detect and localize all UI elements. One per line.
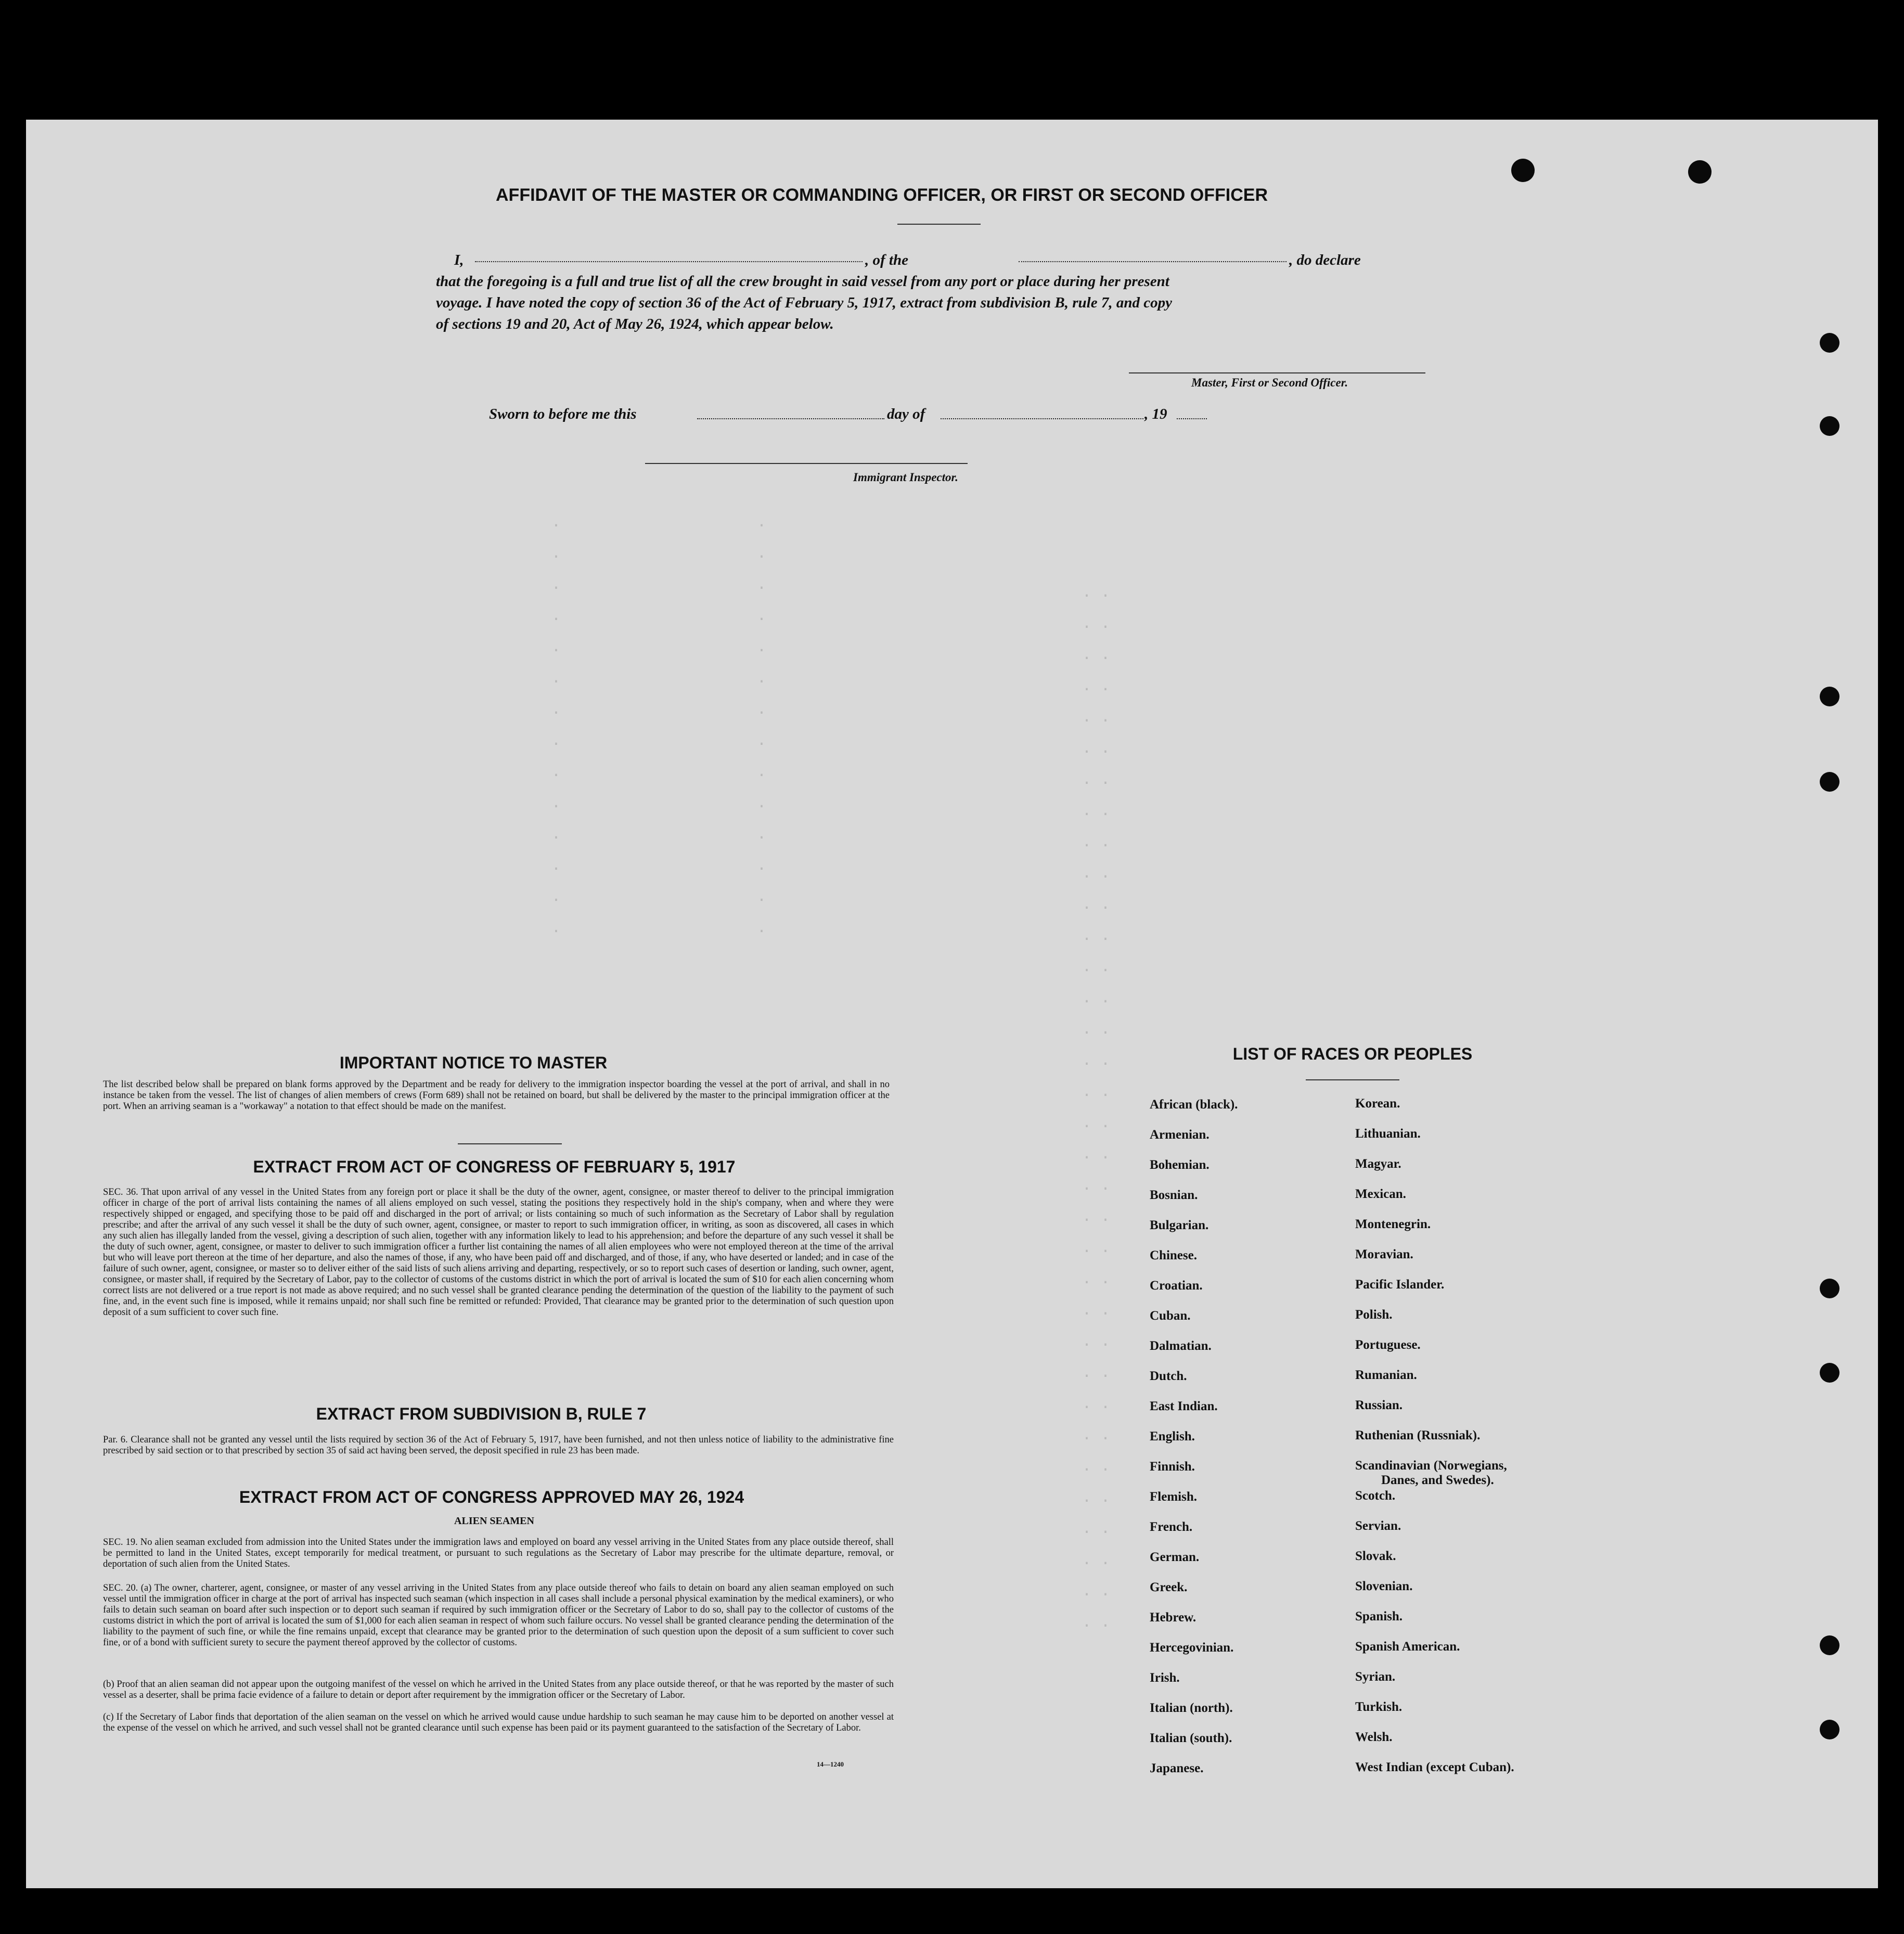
- race-item: Bulgarian.: [1150, 1218, 1209, 1232]
- race-item: Slovenian.: [1355, 1579, 1413, 1593]
- race-item: Polish.: [1355, 1308, 1393, 1322]
- race-item: Japanese.: [1150, 1761, 1204, 1775]
- race-item: East Indian.: [1150, 1399, 1218, 1413]
- punch-hole: [1820, 1363, 1839, 1383]
- punch-hole: [1820, 1720, 1839, 1739]
- act1924-sec19: SEC. 19. No alien seaman excluded from admission into the United States under the immigration laws and employed on board any vessel arriving in the United States from any place outside thereof, shall be permitted to land in the United States, except temporarily for medical treatment, or pursuant to such regulations as the Secretary of Labor may prescribe for the ultimate departure, removal, or deportation of such alien from the United States.: [103, 1537, 894, 1569]
- affidavit-of-the: , of the: [865, 252, 908, 268]
- punch-hole: [1820, 1635, 1839, 1655]
- race-item: Hercegovinian.: [1150, 1641, 1234, 1655]
- punch-hole: [1820, 416, 1839, 436]
- act1924-sec20a: SEC. 20. (a) The owner, charterer, agent, consignee, or master of any vessel arriving in the United States from any place outside thereof who fails to detain on board any alien seaman employed on such vessel until the immigration officer in charge at the port of arrival has inspected such seaman (which inspection in all cases shall include a personal physical examination by the medical examiners), or who fails to detain such seaman on board after such inspection or to deport such seaman if required by such immigration officer or the Secretary of Labor to do so, shall pay to the collector of customs of the customs district in which the port of arrival is located the sum of $1,000 for each alien seaman in respect of whom such failure occurs. No vessel shall be granted clearance pending the determination of the liability to the payment of such fine, or while the fine remains unpaid, except that clearance may be granted prior to the determination of such question upon the deposit of a sum sufficient to cover such fine, or of a bond with sufficient surety to secure the payment thereof approved by the collector of customs.: [103, 1583, 894, 1648]
- punch-hole: [1820, 687, 1839, 706]
- race-item: Finnish.: [1150, 1460, 1195, 1474]
- race-item: Hebrew.: [1150, 1610, 1197, 1624]
- affidavit-declare: , do declare: [1289, 252, 1361, 268]
- races-title: LIST OF RACES OR PEOPLES: [1232, 1045, 1473, 1063]
- race-item: Scotch.: [1355, 1489, 1396, 1503]
- rule7-title: EXTRACT FROM SUBDIVISION B, RULE 7: [316, 1404, 647, 1423]
- race-item: Scandinavian (Norwegians,: [1355, 1459, 1507, 1473]
- act1924-sec20c: (c) If the Secretary of Labor finds that deportation of the alien seaman on the vessel on which he arrived would cause undue hardship to such seaman he may cause him to be deported on another vessel at the expense of the vessel on which he arrived, and such vessel shall not be granted clearance until such expense has been paid or its payment guaranteed to the satisfaction of the Secretary of Labor.: [103, 1712, 894, 1733]
- race-item: Mexican.: [1355, 1187, 1406, 1201]
- race-item: Dalmatian.: [1150, 1339, 1212, 1353]
- race-item: Welsh.: [1355, 1730, 1393, 1744]
- race-item: Cuban.: [1150, 1309, 1191, 1323]
- inspector-signature-line[interactable]: [645, 463, 968, 464]
- affidavit-i: I,: [454, 252, 464, 268]
- race-item: Bohemian.: [1150, 1158, 1210, 1172]
- race-item: French.: [1150, 1520, 1193, 1534]
- race-item: Dutch.: [1150, 1369, 1187, 1383]
- punch-hole: [1820, 333, 1839, 353]
- sworn-year-prefix: , 19: [1144, 406, 1167, 422]
- race-item: Greek.: [1150, 1580, 1188, 1594]
- race-item: Chinese.: [1150, 1248, 1197, 1262]
- race-item: West Indian (except Cuban).: [1355, 1760, 1514, 1774]
- rule7-text: Par. 6. Clearance shall not be granted any vessel until the lists required by section 36 of the Act of February 5, 1917, have been furnished, and not then unless notice of liability to the administrative fine prescribed by said section or to that prescribed by section 35 of said act having been served, the deposit specified in rule 23 has been made.: [103, 1435, 894, 1456]
- race-item: Spanish.: [1355, 1609, 1403, 1623]
- declarant-name-field[interactable]: [475, 261, 863, 262]
- bleed-through-marks: . . . . . . . . . . . . . . . . . . . . . . . . . . . . . . . . . . . . . . . . . . . . . . . . . . . . . . . . . . . . . . . . . . . .: [1082, 584, 1111, 1632]
- sworn-year-field[interactable]: [1177, 418, 1207, 419]
- vessel-name-field[interactable]: [1019, 261, 1287, 262]
- race-item: Italian (south).: [1150, 1731, 1232, 1745]
- race-item: Lithuanian.: [1355, 1127, 1421, 1141]
- race-item: Russian.: [1355, 1398, 1403, 1412]
- race-item: Slovak.: [1355, 1549, 1396, 1563]
- act1924-title: EXTRACT FROM ACT OF CONGRESS APPROVED MAY 26, 1924: [239, 1488, 744, 1506]
- race-item: Moravian.: [1355, 1247, 1413, 1261]
- punch-hole: [1511, 159, 1535, 182]
- race-item: Portuguese.: [1355, 1338, 1421, 1352]
- act1917-title: EXTRACT FROM ACT OF CONGRESS OF FEBRUARY 5, 1917: [253, 1157, 736, 1176]
- act1924-sec20b: (b) Proof that an alien seaman did not appear upon the outgoing manifest of the vessel on which he arrived in the United States from any place outside thereof, or that he was reported by the master of such vessel as a deserter, shall be prima facie evidence of a failure to detain or deport after requirement by the immigration officer or the Secretary of Labor.: [103, 1679, 894, 1700]
- race-item: Flemish.: [1150, 1490, 1197, 1504]
- race-item: Armenian.: [1150, 1128, 1210, 1142]
- act1917-text: SEC. 36. That upon arrival of any vessel in the United States from any foreign port or place it shall be the duty of the owner, agent, consignee, or master thereof to deliver to the principal immigration officer in charge of the port of arrival lists containing the names of all aliens employed on such vessel, stating the positions they respectively hold in the ship's company, when and where they were respectively shipped or engaged, and specifying those to be paid off and discharged in the port of arrival; or lists containing so much of such information as the Secretary of Labor shall by regulation prescribe; and after the arrival of any such vessel it shall be the duty of such owner, agent, consignee, or master to report to such immigration officer, in writing, as soon as discovered, all cases in which any such alien has illegally landed from the vessel, giving a description of such alien, together with any information likely to lead to his apprehension; and before the departure of any such vessel it shall be the duty of such owner, agent, consignee, or master to deliver to such immigration officer a further list containing the names of all alien employees who were not employed thereon at the time of the arrival but who will leave port thereon at the time of her departure, and also the names of those, if any, who have been paid off and discharged, and of those, if any, who have deserted or landed; and in case of the failure of such owner, agent, consignee, or master so to deliver either of the said lists of such aliens arriving and departing, respectively, or so to report such cases of desertion or landing, such owner, agent, consignee, or master shall, if required by the Secretary of Labor, pay to the collector of customs of the customs district in which the port of arrival is located the sum of $10 for each alien concerning whom correct lists are not delivered or a true report is not made as above required; and no such vessel shall be granted clearance pending the determination of the question of the liability to the payment of such fine, and, in the event such fine is imposed, while it remains unpaid; nor shall such fine be remitted or refunded: Provided, That clearance may be granted prior to the determination of such question upon deposit of a sum sufficient to cover such fine.: [103, 1187, 894, 1318]
- race-item: Italian (north).: [1150, 1701, 1233, 1715]
- race-item: Korean.: [1355, 1097, 1400, 1111]
- affidavit-line3: voyage. I have noted the copy of section 36 of the Act of February 5, 1917, extract from subdivision B, rule 7, and copy: [436, 294, 1172, 311]
- form-number: 14—1240: [817, 1760, 844, 1768]
- sworn-month-field[interactable]: [941, 418, 1143, 419]
- bleed-through-marks: . . . . . . . . . . . . . .: [757, 514, 767, 937]
- race-item: Irish.: [1150, 1671, 1180, 1685]
- affidavit-body: [436, 250, 1466, 335]
- race-item: Ruthenian (Russniak).: [1355, 1428, 1481, 1442]
- affidavit-title: AFFIDAVIT OF THE MASTER OR COMMANDING OFFICER, OR FIRST OR SECOND OFFICER: [496, 185, 1268, 205]
- act1924-subtitle: ALIEN SEAMEN: [454, 1515, 534, 1527]
- race-item: Servian.: [1355, 1519, 1401, 1533]
- notice-title: IMPORTANT NOTICE TO MASTER: [339, 1053, 608, 1072]
- race-item: Spanish American.: [1355, 1640, 1460, 1654]
- sworn-text: Sworn to before me this: [489, 406, 637, 422]
- sworn-day-field[interactable]: [697, 418, 884, 419]
- race-item: Magyar.: [1355, 1157, 1401, 1171]
- race-item: Montenegrin.: [1355, 1217, 1431, 1231]
- race-item: Croatian.: [1150, 1279, 1203, 1293]
- sworn-day-of: day of: [887, 406, 925, 422]
- race-item: African (black).: [1150, 1098, 1238, 1112]
- notice-rule: [458, 1143, 562, 1144]
- inspector-label: Immigrant Inspector.: [853, 471, 958, 484]
- affidavit-line2: that the foregoing is a full and true list of all the crew brought in said vessel from any port or place during her present: [436, 273, 1169, 290]
- race-item: Bosnian.: [1150, 1188, 1198, 1202]
- race-item: German.: [1150, 1550, 1200, 1564]
- master-signature-label: Master, First or Second Officer.: [1191, 376, 1348, 389]
- notice-text: The list described below shall be prepared on blank forms approved by the Department and be ready for delivery to the immigration inspector boarding the vessel at the port of arrival, and shall in no instance be taken from the vessel. The list of changes of alien members of crews (Form 689) shall not be retained on board, but shall be delivered by the master to the principal immigration officer at the port. When an arriving seaman is a "workaway" a notation to that effect should be made on the manifest.: [103, 1079, 890, 1112]
- races-rule: [1306, 1079, 1399, 1080]
- race-item: Rumanian.: [1355, 1368, 1417, 1382]
- punch-hole: [1820, 772, 1839, 792]
- race-item: Syrian.: [1355, 1670, 1396, 1684]
- affidavit-line4: of sections 19 and 20, Act of May 26, 1924, which appear below.: [436, 316, 834, 332]
- race-item: Pacific Islander.: [1355, 1278, 1445, 1292]
- bleed-through-marks: . . . . . . . . . . . . . .: [551, 514, 561, 937]
- punch-hole: [1820, 1279, 1839, 1298]
- title-rule: [897, 224, 981, 225]
- race-item: English.: [1150, 1429, 1195, 1443]
- race-item: Turkish.: [1355, 1700, 1403, 1714]
- punch-hole: [1688, 160, 1712, 184]
- race-item: Danes, and Swedes).: [1381, 1473, 1494, 1487]
- master-signature-line[interactable]: [1129, 372, 1425, 373]
